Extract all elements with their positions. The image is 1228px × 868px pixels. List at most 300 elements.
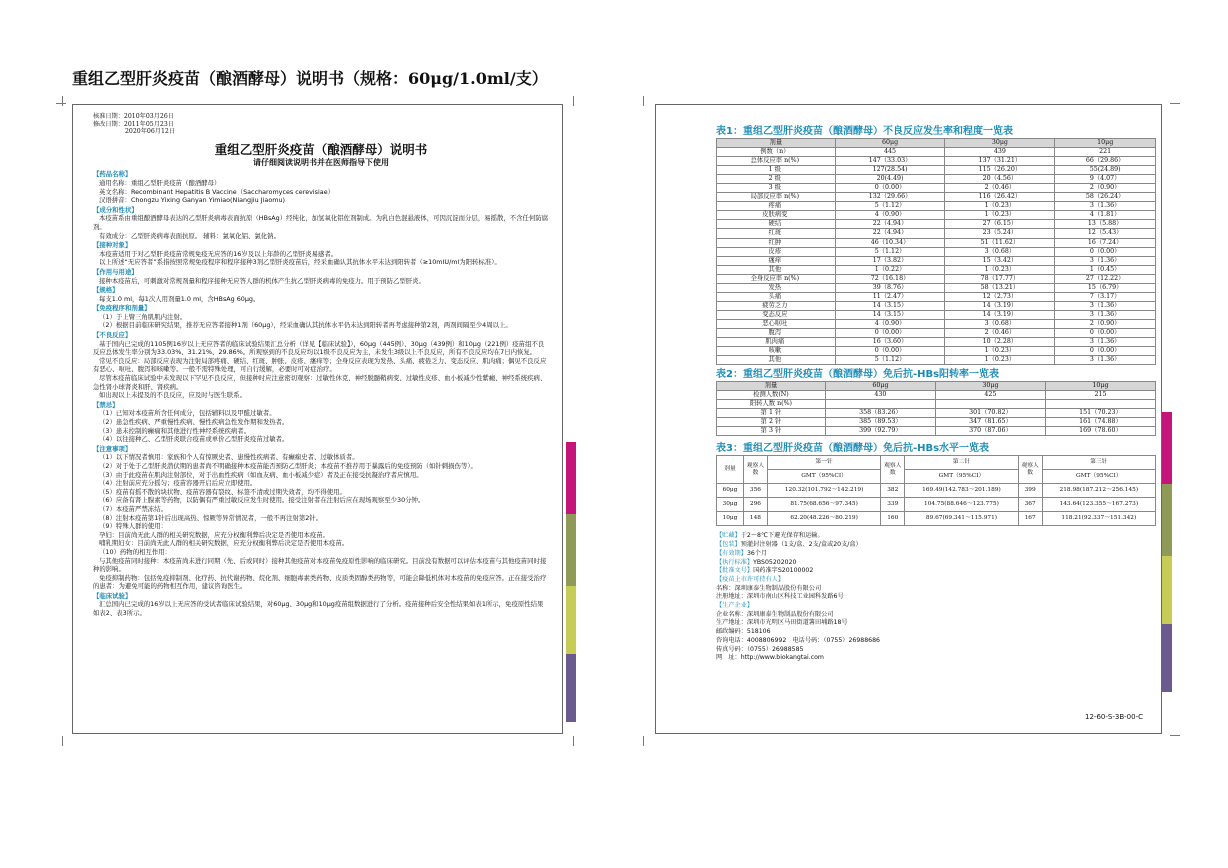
table-row xyxy=(717,418,1156,427)
table-row xyxy=(717,484,1156,498)
table-cell: 120.32(101.792～142.219) xyxy=(767,484,880,498)
section-heading: 【临床试验】 xyxy=(93,591,132,600)
table-cell: 发热 xyxy=(717,283,836,292)
section-text: 如出现以上未提及的不良反应，应及时与医生联系。 xyxy=(99,391,246,400)
table-cell: 第 2 针 xyxy=(717,418,826,427)
table-cell: 第 1 针 xyxy=(717,409,826,418)
section-text: 接种本疫苗后，可刺激对常规剂量和程序接种无应答人群的机体产生抗乙型肝炎病毒的免疫力。用于预防乙型肝炎。 xyxy=(99,276,425,285)
section-text: （1）已知对本疫苗所含任何成分，包括辅料以及甲醛过敏者。 xyxy=(99,409,276,418)
table-cell: 55(24.89) xyxy=(1055,166,1156,175)
table-cell: 296 xyxy=(743,498,767,512)
table-cell: 16（3.60） xyxy=(835,338,945,347)
table-cell: 13（5.88） xyxy=(1055,220,1156,229)
table-row xyxy=(717,211,1156,220)
table-cell: 0（0.00） xyxy=(835,184,945,193)
table-header-cell: 剂量 xyxy=(717,139,836,148)
table-header-cell: 10μg xyxy=(1045,382,1155,391)
table-cell: 382 xyxy=(881,484,905,498)
antibody-level-table xyxy=(716,455,1156,526)
table-row xyxy=(717,338,1156,347)
crop-mark xyxy=(1170,103,1180,104)
table-row xyxy=(717,220,1156,229)
table-cell: 58（26.24） xyxy=(1055,193,1156,202)
table-cell: 皮疹 xyxy=(717,247,836,256)
table-cell: 疲劳乏力 xyxy=(717,301,836,310)
table-cell: 20（4.56） xyxy=(945,175,1055,184)
info-line xyxy=(716,637,1156,646)
info-line xyxy=(716,646,1156,655)
section-text: （9）特殊人群的使用： xyxy=(99,522,167,531)
table-cell: 221 xyxy=(1055,148,1156,157)
section-text: （1）于上臂三角肌肌内注射。 xyxy=(99,312,187,321)
table-cell: 22（4.94） xyxy=(835,229,945,238)
leaflet-sections xyxy=(93,170,549,617)
section-heading: 【免疫程序和剂量】 xyxy=(93,304,151,313)
section-heading: 【接种对象】 xyxy=(93,241,132,250)
table-cell: 16（7.24） xyxy=(1055,238,1156,247)
table-cell: 阳转人数 n(%) xyxy=(717,400,826,409)
section-text: （4）注射前应充分摇匀；疫苗容器开启后应立即使用。 xyxy=(99,479,257,488)
table-cell: 5（1.12） xyxy=(835,356,945,365)
table-cell: 3（1.36） xyxy=(1055,356,1156,365)
table-cell: 局部反应率 n(%) xyxy=(717,193,836,202)
table-cell: 1（0.45） xyxy=(1055,265,1156,274)
section-heading: 【作用与用途】 xyxy=(93,267,138,276)
table-row xyxy=(717,184,1156,193)
section-heading: 【不良反应】 xyxy=(93,331,132,340)
table-cell: 39（8.76） xyxy=(835,283,945,292)
table-cell: 4（0.90） xyxy=(835,319,945,328)
info-key: 【贮藏】 xyxy=(716,532,741,540)
table-cell: 1 级 xyxy=(717,166,836,175)
info-line xyxy=(716,559,1156,568)
info-value: 企业名称：深圳康泰生物制品股份有限公司 xyxy=(716,610,834,618)
table-cell: 167 xyxy=(1018,512,1042,526)
table-cell: 1（0.23） xyxy=(945,356,1055,365)
table-row xyxy=(717,427,1156,436)
table-cell: 总体反应率 n(%) xyxy=(717,157,836,166)
section-text: （10）药物的相互作用： xyxy=(99,547,172,556)
color-bar-yellowgreen-right xyxy=(1162,556,1172,624)
info-line xyxy=(716,541,1156,550)
approval-date: 核准日期：2010年03月26日 xyxy=(93,113,174,120)
table-row xyxy=(717,238,1156,247)
info-value: 传真号码：（0755）26988585 xyxy=(716,645,804,653)
table-cell: 0（0.00） xyxy=(835,347,945,356)
table-subheader-row xyxy=(717,470,1156,484)
table-cell: 399 xyxy=(1018,484,1042,498)
table-row xyxy=(717,283,1156,292)
table-cell: 硬结 xyxy=(717,220,836,229)
table-cell: 17（3.82） xyxy=(835,256,945,265)
table-cell: 3（1.36） xyxy=(1055,310,1156,319)
table-row xyxy=(717,400,1156,409)
table-row xyxy=(717,256,1156,265)
info-key: 【包装】 xyxy=(716,541,741,549)
info-line xyxy=(716,619,1156,628)
section-text: 免疫抑制药物：包括免疫抑制剂、化疗药、抗代谢药物、烷化剂、细胞毒素类药物、皮质类固醇类药物等，可能会降低机体对本疫苗的免疫应答。正在接受治疗的患者：为避免可能的药物相互作用，建议咨询医生。 xyxy=(93,573,547,591)
section-text: （7）本疫苗严禁冻结。 xyxy=(99,504,167,513)
table-cell: 0（0.00） xyxy=(1055,247,1156,256)
table-cell: 46（10.34） xyxy=(835,238,945,247)
info-value: 网 址：http://www.biokangtai.com xyxy=(716,654,824,662)
section-text: （8）注射本疫苗第1针后出现高热、惊厥等异常情况者，一般不再注射第2针。 xyxy=(99,513,323,522)
revision-date: 修改日期：2011年05月23日 xyxy=(93,120,174,128)
table-row xyxy=(717,319,1156,328)
revision-date-2: 2020年06月12日 xyxy=(125,128,176,136)
table-cell: 0（0.00） xyxy=(1055,328,1156,337)
document-title: 重组乙型肝炎疫苗（酿酒酵母）说明书（规格：60μg/1.0ml/支） xyxy=(72,69,548,88)
table-cell: 检测人数(N) xyxy=(717,391,826,400)
section-text: （3）由于此疫苗在肌肉注射部位，对于出血性疾病（如血友病、血小板减少症）者及正在接受抗凝治疗者应慎用。 xyxy=(99,470,423,479)
right-page xyxy=(655,104,1162,734)
section-text: 有效成分：乙型肝炎病毒表面抗原。 辅料：氯氧化铝、氯化钠。 xyxy=(99,231,280,240)
table-cell: 20(4.49) xyxy=(835,175,945,184)
table-cell: 红肿 xyxy=(717,238,836,247)
table-header-row xyxy=(717,382,1156,391)
table-row xyxy=(717,202,1156,211)
table-row xyxy=(717,347,1156,356)
table-row xyxy=(717,328,1156,337)
table-cell: 23（5.24） xyxy=(945,229,1055,238)
crop-mark xyxy=(643,96,644,106)
section-text: （4）以往接种乙、乙型肝炎联合疫苗或单价乙型肝炎疫苗过敏者。 xyxy=(99,435,289,444)
section-heading: 【药品名称】 xyxy=(93,170,132,179)
info-key: 【批准文号】 xyxy=(716,567,754,575)
table-header-cell: 观察人数 xyxy=(881,456,905,484)
section-text: 以上所述“无应答者”系指按照常规免疫程序和程序接种3剂乙型肝炎疫苗后，经采血确认其抗体水平未达到阳转者（≥10mIU/ml为阳转标准）。 xyxy=(99,258,501,267)
table-cell: 430 xyxy=(825,391,935,400)
table-subheader-cell: GMT（95%CI） xyxy=(905,470,1018,484)
section-heading: 【规格】 xyxy=(93,286,119,295)
table-cell: 104.75(88.646～123.775) xyxy=(905,498,1018,512)
table-cell: 其他 xyxy=(717,265,836,274)
section-heading: 【禁忌】 xyxy=(93,400,119,409)
table-cell: 161（74.88） xyxy=(1045,418,1155,427)
info-line xyxy=(716,654,1156,663)
table-cell: 3（1.36） xyxy=(1055,338,1156,347)
table-cell: 14（3.19） xyxy=(945,301,1055,310)
table-header-cell: 60μg xyxy=(825,382,935,391)
table-cell: 1（0.22） xyxy=(835,265,945,274)
table-cell xyxy=(935,400,1045,409)
color-bar-magenta xyxy=(566,442,576,514)
table-row xyxy=(717,175,1156,184)
table-cell: 89.67(69.341～115.971) xyxy=(905,512,1018,526)
table3-title: 表3：重组乙型肝炎疫苗（酿酒酵母）免后抗-HBs水平一览表 xyxy=(716,443,990,455)
color-bar-purple xyxy=(566,654,576,722)
crop-mark xyxy=(62,736,63,746)
crop-mark xyxy=(643,736,644,746)
table-cell: 3（1.36） xyxy=(1055,202,1156,211)
crop-mark xyxy=(56,103,66,104)
table-cell: 301（70.82） xyxy=(935,409,1045,418)
info-value: 36个月 xyxy=(746,549,768,557)
color-bar-olive xyxy=(566,514,576,586)
info-value: 国药准字S20100002 xyxy=(753,567,814,575)
product-info xyxy=(716,532,1156,663)
table-cell: 2 级 xyxy=(717,175,836,184)
section-text: （2）根据目前临床研究结果，推荐无应答者接种1剂（60μg），经采血确认其抗体水平仍未达到阳转者再考虑接种第2剂，两剂间隔至少4周以上。 xyxy=(99,321,512,330)
table-cell: 66（29.86） xyxy=(1055,157,1156,166)
leaflet-title: 重组乙型肝炎疫苗（酿酒酵母）说明书 xyxy=(214,141,428,157)
table-cell: 肌肉痛 xyxy=(717,338,836,347)
info-value: 注册地址：深圳市南山区科技工业园科发路6号 xyxy=(716,593,844,601)
table-cell: 385（89.53） xyxy=(825,418,935,427)
table-cell: 15（3.42） xyxy=(945,256,1055,265)
table-header-cell: 观察人数 xyxy=(743,456,767,484)
table-row xyxy=(717,292,1156,301)
section-text: 与其他疫苗同时接种：本疫苗尚未进行同期（先、后或同时）接种其他疫苗对本疫苗免疫原性影响的临床研究。目前没有数据可以评估本疫苗与其他疫苗同时接种的影响。 xyxy=(93,556,547,574)
table-header-cell: 30μg xyxy=(945,139,1055,148)
table-cell xyxy=(825,400,935,409)
table-cell: 51（11.62） xyxy=(945,238,1055,247)
table-cell: 339 xyxy=(881,498,905,512)
table-cell: 116（26.42） xyxy=(945,193,1055,202)
table-cell: 370（87.06） xyxy=(935,427,1045,436)
table-cell: 疼痛 xyxy=(717,202,836,211)
table-subheader-cell: GMT（95%CI） xyxy=(767,470,880,484)
section-text: 基于国内已完成的1105例16岁以上无应答者的临床试验结果汇总分析（详见【临床试验】），60μg（445例）、30μg（439例）和10μg（221例）疫苗组不良反应总体发生率分别为33.03%、31.21%、29.86%。所观察到的不良反应均以1级不良反应为主，未发生3级以上不良反应，所有不良反应均在7日内恢复。 xyxy=(93,339,545,357)
section-text: 孕妇：目前尚无此人群的相关研究数据，应充分权衡利弊后决定是否使用本疫苗。 xyxy=(99,530,330,539)
left-page-content xyxy=(93,113,549,618)
table-row xyxy=(717,356,1156,365)
table-cell: 27（12.22） xyxy=(1055,274,1156,283)
table-row xyxy=(717,310,1156,319)
table-cell: 全身反应率 n(%) xyxy=(717,274,836,283)
table-cell: 14（3.19） xyxy=(945,310,1055,319)
table-cell: 1（0.23） xyxy=(945,347,1055,356)
table-cell: 30μg xyxy=(717,498,744,512)
leaflet-subtitle: 请仔细阅读说明书并在医师指导下使用 xyxy=(253,157,389,167)
table-cell: 81.75(68.656～97.345) xyxy=(767,498,880,512)
table-header-row xyxy=(717,456,1156,470)
table-cell: 10μg xyxy=(717,512,744,526)
table-cell: 27（6.15） xyxy=(945,220,1055,229)
table-cell xyxy=(1045,400,1155,409)
section-text: 每支1.0 ml，每1次人用剂量1.0 ml，含HBsAg 60μg。 xyxy=(99,294,260,303)
table-header-cell: 第二针 xyxy=(905,456,1018,470)
left-page xyxy=(72,104,563,734)
table-cell: 4（1.81） xyxy=(1055,211,1156,220)
section-heading: 【成分和性状】 xyxy=(93,205,138,214)
section-text: （5）疫苗有摇不散的块状物、疫苗容器有裂纹、标签不清或过期失效者，均不得使用。 xyxy=(99,487,346,496)
table-cell: 12（5.43） xyxy=(1055,229,1156,238)
table-header-cell: 剂量 xyxy=(717,382,826,391)
table-header-cell: 观察人数 xyxy=(1018,456,1042,484)
table-row xyxy=(717,512,1156,526)
table1-title: 表1：重组乙型肝炎疫苗（酿酒酵母）不良反应发生率和程度一览表 xyxy=(716,126,1013,137)
table-cell: 445 xyxy=(835,148,945,157)
table-cell: 2（0.46） xyxy=(945,184,1055,193)
table-cell: 11（2.47） xyxy=(835,292,945,301)
section-text: 汇总国内已完成的16岁以上无应答的受试者临床试验结果，对60μg、30μg和10μg疫苗组数据进行了分析。疫苗接种后安全性结果如表1所示，免疫原性结果如表2、表3所示。 xyxy=(93,600,544,618)
table-row xyxy=(717,391,1156,400)
section-text: 通用名称：重组乙型肝炎疫苗（酿酒酵母） xyxy=(99,178,221,187)
seroconversion-table xyxy=(716,381,1156,436)
table-cell: 78（17.77） xyxy=(945,274,1055,283)
section-text: 本疫苗系由重组酿酒酵母表达的乙型肝炎病毒表面抗原（HBsAg）经纯化，加氢氧化铝佐剂制成。为乳白色混悬液体，可因沉淀而分层，易摇散，不含任何防腐剂。 xyxy=(93,214,549,231)
crop-mark xyxy=(1170,735,1180,736)
info-line xyxy=(716,602,1156,611)
table-cell: 0（0.00） xyxy=(835,328,945,337)
table-cell: 118.21(92.337～151.342) xyxy=(1042,512,1155,526)
table-row xyxy=(717,265,1156,274)
table-cell: 62.20(48.226～80.219) xyxy=(767,512,880,526)
section-text: 尽管本疫苗临床试验中未发现以下罕见不良反应，但接种时应注意密切观察：过敏性休克、神经脱髓鞘病变、过敏性皮疹、血小板减少性紫癜、神经系统疾病、急性肾小球肾炎和肝、肾疾病。 xyxy=(93,374,547,391)
table-cell: 367 xyxy=(1018,498,1042,512)
section-text: （2）患急性疾病、严重慢性疾病、慢性疾病急性发作期和发热者。 xyxy=(99,418,289,426)
table-cell: 60μg xyxy=(717,484,744,498)
table-cell: 2（0.90） xyxy=(1055,319,1156,328)
table-cell: 恶心呕吐 xyxy=(717,319,836,328)
table-cell: 例数（n） xyxy=(717,148,836,157)
table-cell: 2（0.90） xyxy=(1055,184,1156,193)
info-value: 预灌封注射器（1支/盒、2支/盒或20支/盒） xyxy=(740,541,862,549)
color-bar-yellowgreen xyxy=(566,586,576,654)
table-cell: 137（31.21） xyxy=(945,157,1055,166)
table-cell: 169（78.60） xyxy=(1045,427,1155,436)
info-line xyxy=(716,567,1156,576)
table-cell: 127(28.54) xyxy=(835,166,945,175)
table-cell: 瘙痒 xyxy=(717,256,836,265)
table-cell: 皮肤病变 xyxy=(717,211,836,220)
table-cell: 其他 xyxy=(717,356,836,365)
table-cell: 3（0.68） xyxy=(945,247,1055,256)
info-key: 【生产企业】 xyxy=(716,602,754,610)
section-text: （1）以下情况者慎用：家族和个人有惊厥史者、患慢性疾病者、有癫痫史者、过敏体质者。 xyxy=(99,453,359,462)
table-cell: 14（3.15） xyxy=(835,301,945,310)
info-line xyxy=(716,593,1156,602)
table-cell: 143.64(123.355～167.273) xyxy=(1042,498,1155,512)
table-cell: 红斑 xyxy=(717,229,836,238)
section-text: （6）应备有肾上腺素等药物，以防偶有严重过敏反应发生时使用。接受注射者在注射后应在现场观察至少30分钟。 xyxy=(99,496,425,505)
info-value: 于2～8℃下避光保存和运输。 xyxy=(740,532,824,540)
section-text: 常见不良反应：局部反应表现为注射局部疼痛、硬结、红斑、肿胀、皮疹、瘙痒等；全身反应表现为发热、头痛、疲倦乏力、变态反应、肌肉痛；偶见不良反应有恶心、呕吐、腹泻和咳嗽等。一般不需特殊处理，可自行缓解，必要时可对症治疗。 xyxy=(93,356,547,374)
table-cell: 3（1.36） xyxy=(1055,256,1156,265)
section-text: 本疫苗适用于对乙型肝炎疫苗常规免疫无应答的16岁及以上年龄的乙型肝炎易感者。 xyxy=(99,249,338,258)
table2-title: 表2：重组乙型肝炎疫苗（酿酒酵母）免后抗-HBs阳转率一览表 xyxy=(716,369,1000,381)
table-row xyxy=(717,274,1156,283)
table-cell: 9（4.07） xyxy=(1055,175,1156,184)
table-cell: 399（92.79） xyxy=(825,427,935,436)
table-cell: 10（2.28） xyxy=(945,338,1055,347)
table-row xyxy=(717,409,1156,418)
table-header-cell: 10μg xyxy=(1055,139,1156,148)
table-header-cell: 剂量 xyxy=(717,456,744,484)
table-cell: 358（83.26） xyxy=(825,409,935,418)
info-key: 【执行标准】 xyxy=(716,558,754,566)
table-cell: 58（13.21） xyxy=(945,283,1055,292)
print-code: 12-60-S-3B-00-C xyxy=(1085,713,1143,721)
table-cell: 5（1.12） xyxy=(835,202,945,211)
info-key: 【有效期】 xyxy=(716,549,747,557)
table-cell: 132（29.66） xyxy=(835,193,945,202)
info-value: 名称：深圳康泰生物制品股份有限公司 xyxy=(716,584,822,592)
table-cell: 439 xyxy=(945,148,1055,157)
table-cell: 215 xyxy=(1045,391,1155,400)
info-line xyxy=(716,628,1156,637)
table-cell: 头痛 xyxy=(717,292,836,301)
table-header-row xyxy=(717,139,1156,148)
info-value: 咨询电话：4008806992 电话号码：（0755）26988686 xyxy=(716,636,880,644)
crop-mark xyxy=(573,736,574,746)
table-cell: 1（0.23） xyxy=(945,265,1055,274)
table-header-cell: 60μg xyxy=(835,139,945,148)
table-row xyxy=(717,247,1156,256)
info-value: 邮政编码：518106 xyxy=(716,628,771,636)
table-cell: 218.98(187.212～256.145) xyxy=(1042,484,1155,498)
table-cell: 2（0.46） xyxy=(945,328,1055,337)
table-cell: 14（3.15） xyxy=(835,310,945,319)
table-subheader-cell: GMT（95%CI） xyxy=(1042,470,1155,484)
table-cell: 3 级 xyxy=(717,184,836,193)
table-header-cell: 30μg xyxy=(935,382,1045,391)
table-cell: 22（4.94） xyxy=(835,220,945,229)
table-row xyxy=(717,229,1156,238)
table-cell: 356 xyxy=(743,484,767,498)
info-line xyxy=(716,550,1156,559)
adverse-reaction-table xyxy=(716,138,1156,365)
section-text: （2）对于处于乙型肝炎潜伏期的患者尚不明确接种本疫苗能否预防乙型肝炎；本疫苗不推荐用于暴露后的免疫预防（如针刺损伤等）。 xyxy=(99,461,477,470)
info-key: 【疫苗上市许可持有人】 xyxy=(716,575,785,583)
table-cell: 147（33.03） xyxy=(835,157,945,166)
table-cell: 变态反应 xyxy=(717,310,836,319)
section-text: 哺乳期妇女：目前尚无此人群的相关研究数据，应充分权衡利弊后决定是否使用本疫苗。 xyxy=(99,539,349,548)
table-cell: 151（70.23） xyxy=(1045,409,1155,418)
table-cell: 5（1.12） xyxy=(835,247,945,256)
table-cell: 1（0.23） xyxy=(945,211,1055,220)
table-cell: 腹泻 xyxy=(717,328,836,337)
table-row xyxy=(717,193,1156,202)
table-cell: 160 xyxy=(881,512,905,526)
table-cell: 72（16.18） xyxy=(835,274,945,283)
table-cell: 3（0.68） xyxy=(945,319,1055,328)
table-cell: 4（0.90） xyxy=(835,211,945,220)
table-cell: 15（6.79） xyxy=(1055,283,1156,292)
color-bar-purple-right xyxy=(1162,624,1172,692)
table-header-cell: 第三针 xyxy=(1042,456,1155,470)
section-heading: 【注意事项】 xyxy=(93,444,132,453)
table-cell: 1（0.23） xyxy=(945,202,1055,211)
color-bar-olive-right xyxy=(1162,484,1172,556)
right-page-content xyxy=(716,123,1156,663)
table-cell: 148 xyxy=(743,512,767,526)
info-line xyxy=(716,532,1156,541)
crop-mark xyxy=(62,96,63,106)
table-cell: 12（2.73） xyxy=(945,292,1055,301)
table-cell: 347（81.65） xyxy=(935,418,1045,427)
section-text: 英文名称：Recombinant Hepatitis B Vaccine（Saccharomyces cerevisiae） xyxy=(99,187,335,196)
table-row xyxy=(717,301,1156,310)
table-row xyxy=(717,148,1156,157)
table-cell: 7（3.17） xyxy=(1055,292,1156,301)
table-cell: 0（0.00） xyxy=(1055,347,1156,356)
section-text: （3）患未控制的癫痫和其他进行性神经系统疾病者。 xyxy=(99,426,251,435)
table-cell: 169.49(142.783～201.189) xyxy=(905,484,1018,498)
color-bar-magenta-right xyxy=(1162,412,1172,484)
info-line xyxy=(716,576,1156,585)
approval-dates xyxy=(93,113,549,136)
table-cell: 第 3 针 xyxy=(717,427,826,436)
table-header-cell: 第一针 xyxy=(767,456,880,470)
crop-mark xyxy=(573,96,574,106)
info-value: YBS05202020 xyxy=(753,558,797,566)
table-row xyxy=(717,498,1156,512)
table-cell: 咳嗽 xyxy=(717,347,836,356)
table-row xyxy=(717,166,1156,175)
table-row xyxy=(717,157,1156,166)
